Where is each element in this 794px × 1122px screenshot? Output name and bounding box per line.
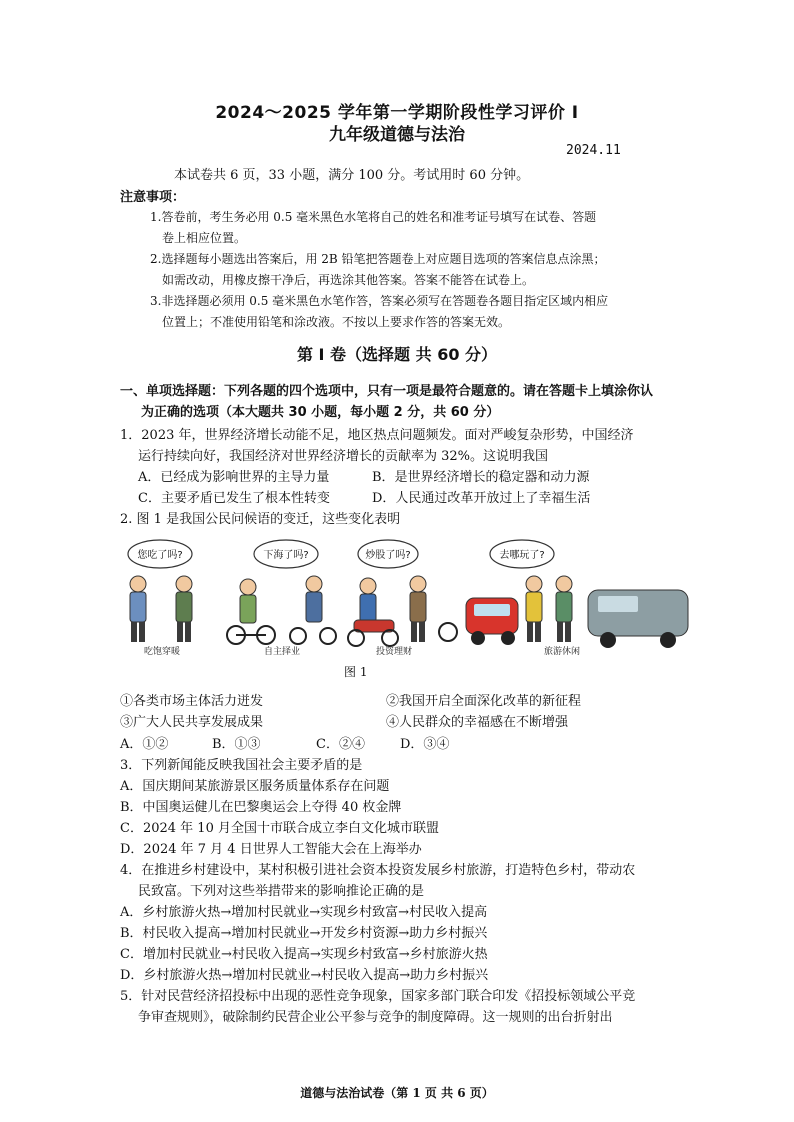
q2-option-d: D．③④ bbox=[400, 737, 450, 752]
question-5-stem: 5．针对民营经济招投标中出现的恶性竞争现象，国家多部门联合印发《招投标领域公平竞 bbox=[120, 989, 636, 1004]
bubble-text: 您吃了吗? bbox=[137, 550, 183, 561]
question-4-stem: 4．在推进乡村建设中，某村积极引进社会资本投资发展乡村旅游，打造特色乡村，带动农 bbox=[120, 863, 636, 878]
notes-line: 如需改动，用橡皮擦干净后，再选涂其他答案。答案不能答在试卷上。 bbox=[162, 273, 535, 287]
q3-option-a: A．国庆期间某旅游景区服务质量体系存在问题 bbox=[120, 779, 390, 794]
notes-line: 卷上相应位置。 bbox=[162, 231, 247, 245]
question-1-stem: 1．2023 年，世界经济增长动能不足，地区热点问题频发。面对严峻复杂形势，中国经济 bbox=[120, 428, 634, 443]
q2-item-2: ②我国开启全面深化改革的新征程 bbox=[386, 694, 582, 709]
q1-option-c: C．主要矛盾已发生了根本性转变 bbox=[138, 491, 330, 506]
scene-travel bbox=[466, 540, 688, 657]
notes-heading: 注意事项： bbox=[120, 190, 186, 205]
notes-line: 3.非选择题必须用 0.5 毫米黑色水笔作答，答案必须写在答题卷各题目指定区域内相应 bbox=[150, 294, 609, 308]
scene-job bbox=[227, 540, 336, 657]
exam-date: 2024.11 bbox=[566, 143, 621, 158]
caption: 自主择业 bbox=[263, 647, 301, 657]
q2-item-3: ③广大人民共享发展成果 bbox=[120, 715, 264, 730]
q2-option-c: C．②④ bbox=[316, 737, 365, 752]
scene-invest bbox=[348, 540, 457, 657]
q3-option-d: D．2024 年 7 月 4 日世界人工智能大会在上海举办 bbox=[120, 842, 422, 857]
q2-option-b: B．①③ bbox=[212, 737, 261, 752]
q4-option-b: B．村民收入提高→增加村民就业→开发乡村资源→助力乡村振兴 bbox=[120, 926, 488, 941]
bubble-text: 下海了吗? bbox=[263, 550, 309, 561]
caption: 投资理财 bbox=[375, 647, 413, 657]
page-footer: 道德与法治试卷（第 1 页 共 6 页） bbox=[300, 1086, 494, 1100]
exam-title: 2024～2025 学年第一学期阶段性学习评价 Ⅰ bbox=[215, 103, 579, 123]
notes-line: 位置上；不准使用铅笔和涂改液。不按以上要求作答的答案无效。 bbox=[162, 315, 511, 329]
q3-option-b: B．中国奥运健儿在巴黎奥运会上夺得 40 枚金牌 bbox=[120, 800, 402, 815]
caption: 旅游休闲 bbox=[543, 647, 581, 657]
q3-option-c: C．2024 年 10 月全国十市联合成立李白文化城市联盟 bbox=[120, 821, 439, 836]
q1-option-d: D．人民通过改革开放过上了幸福生活 bbox=[372, 491, 591, 506]
part-title: 第 Ⅰ 卷（选择题 共 60 分） bbox=[296, 345, 498, 364]
section-heading: 一、单项选择题：下列各题的四个选项中，只有一项是最符合题意的。请在答题卡上填涂你认 bbox=[120, 384, 654, 399]
question-1-stem: 运行持续向好，我国经济对世界经济增长的贡献率为 32%。这说明我国 bbox=[138, 449, 549, 464]
q2-option-a: A．①② bbox=[120, 737, 169, 752]
bubble-text: 炒股了吗? bbox=[365, 550, 411, 561]
section-heading: 为正确的选项（本大题共 30 小题，每小题 2 分，共 60 分） bbox=[141, 405, 500, 420]
q1-option-b: B．是世界经济增长的稳定器和动力源 bbox=[372, 470, 590, 485]
q4-option-a: A．乡村旅游火热→增加村民就业→实现乡村致富→村民收入提高 bbox=[120, 905, 488, 920]
exam-subject: 九年级道德与法治 bbox=[329, 125, 465, 145]
scene-eating bbox=[128, 540, 192, 657]
exam-intro: 本试卷共 6 页，33 小题，满分 100 分。考试用时 60 分钟。 bbox=[174, 168, 530, 183]
question-5-stem: 争审查规则》，破除制约民营企业公平参与竞争的制度障碍。这一规则的出台折射出 bbox=[138, 1010, 613, 1025]
q2-item-1: ①各类市场主体活力迸发 bbox=[120, 694, 264, 709]
q2-item-4: ④人民群众的幸福感在不断增强 bbox=[386, 715, 569, 730]
question-4-stem: 民致富。下列对这些举措带来的影响推论正确的是 bbox=[138, 884, 425, 899]
q1-option-a: A．已经成为影响世界的主导力量 bbox=[138, 470, 330, 485]
bubble-text: 去哪玩了? bbox=[499, 550, 545, 561]
q4-option-d: D．乡村旅游火热→增加村民就业→村民收入提高→助力乡村振兴 bbox=[120, 968, 489, 983]
greetings-cartoon bbox=[118, 532, 694, 658]
notes-line: 2.选择题每小题选出答案后，用 2B 铅笔把答题卷上对应题目选项的答案信息点涂黑； bbox=[150, 252, 606, 266]
caption: 吃饱穿暖 bbox=[143, 647, 181, 657]
figure-label: 图 1 bbox=[344, 665, 368, 679]
question-3-stem: 3．下列新闻能反映我国社会主要矛盾的是 bbox=[120, 758, 363, 773]
notes-line: 1.答卷前，考生务必用 0.5 毫米黑色水笔将自己的姓名和准考证号填写在试卷、答题 bbox=[150, 210, 597, 224]
q4-option-c: C．增加村民就业→村民收入提高→实现乡村致富→乡村旅游火热 bbox=[120, 947, 488, 962]
question-2-stem: 2. 图 1 是我国公民问候语的变迁，这些变化表明 bbox=[120, 512, 401, 527]
